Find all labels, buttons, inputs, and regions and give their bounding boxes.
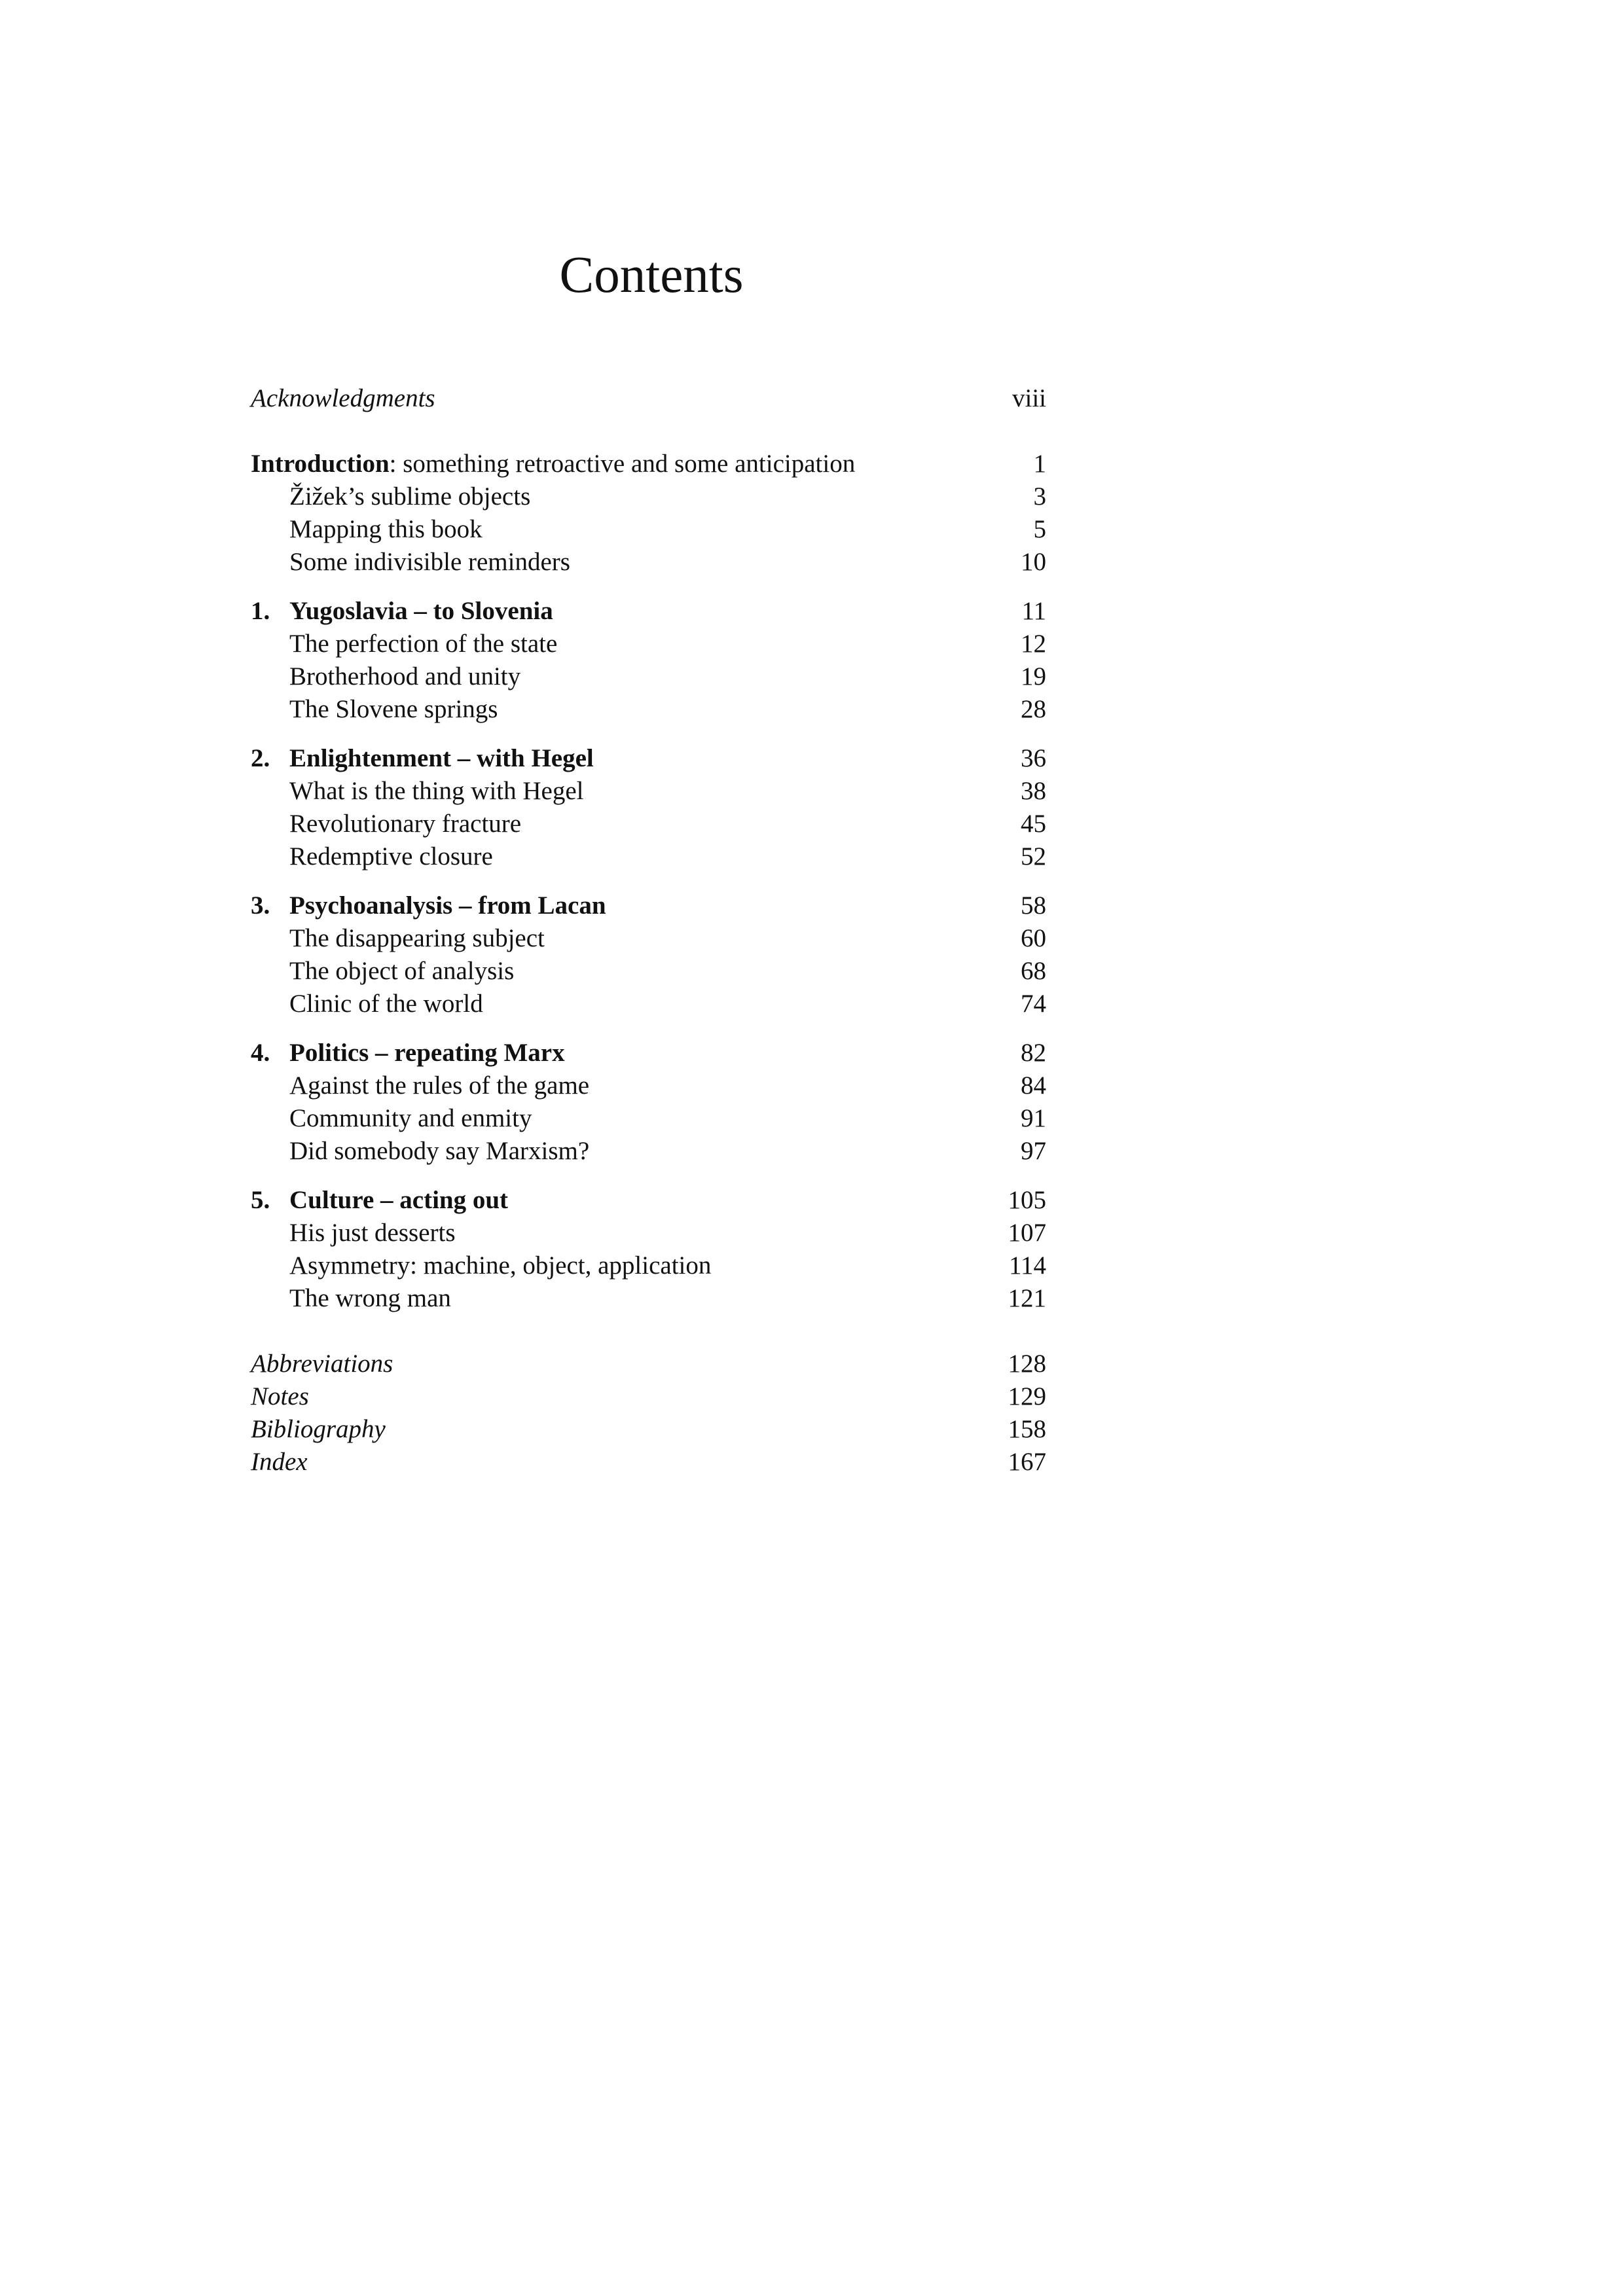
toc-page-number: 91 [1021, 1104, 1046, 1132]
toc-page-number: viii [1012, 384, 1046, 412]
toc-label: What is the thing with Hegel [289, 777, 584, 805]
toc-chapter-4[interactable] [251, 1037, 1046, 1069]
toc-label [251, 742, 594, 775]
toc-page-number: 52 [1021, 842, 1046, 870]
toc-page-number: 107 [1008, 1219, 1046, 1247]
toc-section[interactable] [251, 922, 1046, 955]
toc-label: Index [251, 1448, 308, 1476]
toc-label: The wrong man [289, 1284, 451, 1312]
toc-label: Some indivisible reminders [289, 548, 570, 576]
toc-chapter-5[interactable] [251, 1184, 1046, 1217]
toc-label: Žižek’s sublime objects [289, 482, 531, 511]
toc-label: Redemptive closure [289, 842, 493, 870]
toc-label: Community and enmity [289, 1104, 532, 1132]
chapter-number: 3. [251, 891, 270, 920]
toc-label: Notes [251, 1382, 309, 1410]
toc-page-number: 121 [1008, 1284, 1046, 1312]
toc-label [251, 1184, 508, 1217]
toc-section[interactable] [251, 1102, 1046, 1135]
toc-section[interactable] [251, 513, 1046, 546]
toc-label: The disappearing subject [289, 924, 545, 952]
introduction-subtitle: : something retroactive and some anticipation [389, 450, 856, 478]
toc-page-number: 158 [1008, 1415, 1046, 1443]
toc-page-number: 3 [1033, 482, 1046, 511]
toc-section[interactable] [251, 808, 1046, 840]
toc-chapter-3[interactable] [251, 889, 1046, 922]
toc-page-number: 28 [1021, 695, 1046, 723]
chapter-title: Politics – repeating Marx [289, 1039, 565, 1067]
toc-page-number: 128 [1008, 1350, 1046, 1378]
toc-section[interactable] [251, 840, 1046, 873]
toc-page-number: 74 [1021, 990, 1046, 1018]
toc-page-number: 82 [1021, 1039, 1046, 1067]
chapter-title: Enlightenment – with Hegel [289, 744, 594, 772]
toc-label: Acknowledgments [251, 384, 435, 412]
toc-label: The Slovene springs [289, 695, 498, 723]
toc-label [251, 1037, 565, 1069]
toc-section[interactable] [251, 1249, 1046, 1282]
toc-page-number: 19 [1021, 662, 1046, 691]
toc-page-number: 105 [1008, 1186, 1046, 1214]
toc-label [251, 889, 606, 922]
toc-label: Against the rules of the game [289, 1071, 590, 1100]
toc-entry-abbreviations[interactable] [251, 1348, 1046, 1380]
chapter-title: Yugoslavia – to Slovenia [289, 597, 553, 625]
toc-entry-index[interactable] [251, 1446, 1046, 1479]
toc-page-number: 45 [1021, 810, 1046, 838]
toc-page-number: 11 [1021, 597, 1046, 625]
chapter-number: 5. [251, 1186, 270, 1214]
toc-label: Brotherhood and unity [289, 662, 521, 691]
toc-page-number: 5 [1033, 515, 1046, 543]
chapter-title: Psychoanalysis – from Lacan [289, 891, 606, 920]
toc-entry-notes[interactable] [251, 1380, 1046, 1413]
toc-page-number: 68 [1021, 957, 1046, 985]
toc-section[interactable] [251, 628, 1046, 660]
toc-page-number: 60 [1021, 924, 1046, 952]
toc-label: Asymmetry: machine, object, application [289, 1251, 712, 1280]
toc-chapter-2[interactable] [251, 742, 1046, 775]
toc-label: Did somebody say Marxism? [289, 1137, 590, 1165]
toc-page-number: 10 [1021, 548, 1046, 576]
toc-page-number: 129 [1008, 1382, 1046, 1410]
toc-section[interactable] [251, 955, 1046, 988]
chapter-title: Culture – acting out [289, 1186, 509, 1214]
toc-label [251, 448, 855, 480]
toc-label [251, 595, 553, 628]
toc-entry-introduction[interactable] [251, 448, 1046, 480]
toc-section[interactable] [251, 1069, 1046, 1102]
toc-label: Mapping this book [289, 515, 483, 543]
toc-label: The object of analysis [289, 957, 515, 985]
toc-entry-acknowledgments[interactable] [251, 382, 1046, 415]
toc-label: Clinic of the world [289, 990, 483, 1018]
toc-section[interactable] [251, 480, 1046, 513]
toc-section[interactable] [251, 988, 1046, 1020]
toc-page-number: 12 [1021, 630, 1046, 658]
toc-label: The perfection of the state [289, 630, 558, 658]
toc-section[interactable] [251, 1135, 1046, 1168]
introduction-title: Introduction [251, 450, 390, 478]
toc-section[interactable] [251, 693, 1046, 726]
toc-page-number: 36 [1021, 744, 1046, 772]
toc-label: Revolutionary fracture [289, 810, 522, 838]
chapter-number: 1. [251, 597, 270, 625]
toc-page-number: 84 [1021, 1071, 1046, 1100]
chapter-number: 2. [251, 744, 270, 772]
toc-chapter-1[interactable] [251, 595, 1046, 628]
toc-page-number: 97 [1021, 1137, 1046, 1165]
toc-page-number: 1 [1033, 450, 1046, 478]
toc-label: His just desserts [289, 1219, 456, 1247]
table-of-contents [251, 382, 1046, 1479]
toc-page-number: 114 [1008, 1251, 1046, 1280]
toc-section[interactable] [251, 1282, 1046, 1315]
toc-page-number: 38 [1021, 777, 1046, 805]
toc-entry-bibliography[interactable] [251, 1413, 1046, 1446]
toc-section[interactable] [251, 1217, 1046, 1249]
toc-label: Bibliography [251, 1415, 386, 1443]
toc-label: Abbreviations [251, 1350, 393, 1378]
toc-page-number: 167 [1008, 1448, 1046, 1476]
toc-page-number: 58 [1021, 891, 1046, 920]
chapter-number: 4. [251, 1039, 270, 1067]
page-title: Contents [559, 246, 744, 304]
toc-section[interactable] [251, 660, 1046, 693]
toc-section[interactable] [251, 775, 1046, 808]
toc-section[interactable] [251, 546, 1046, 579]
